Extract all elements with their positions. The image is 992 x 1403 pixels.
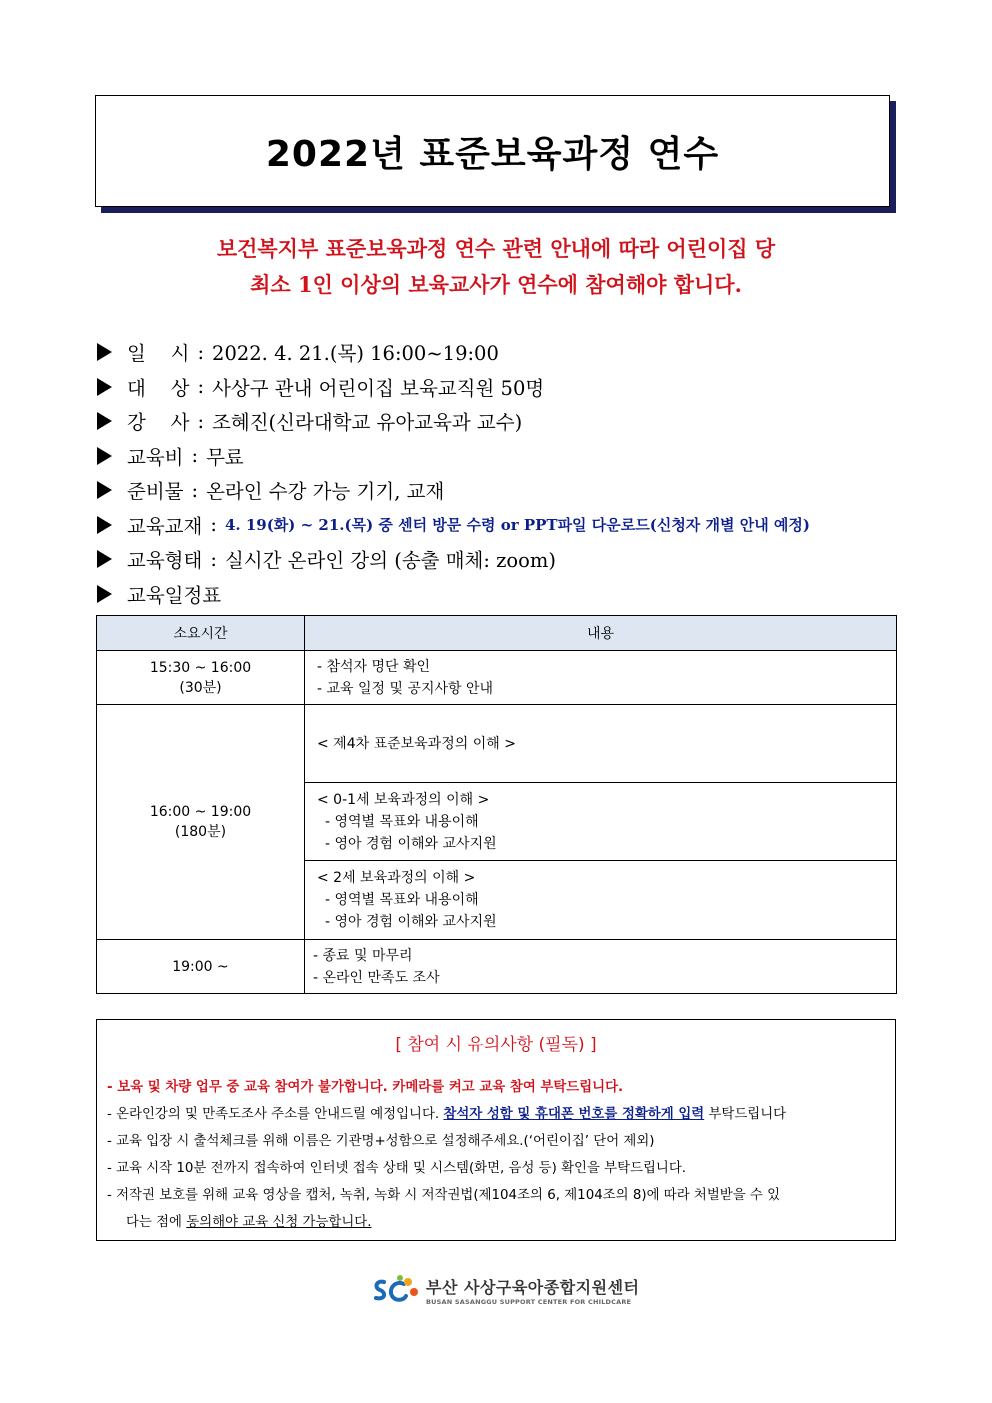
- notice-text: - 온라인강의 및 만족도조사 주소를 안내드릴 예정입니다.: [107, 1107, 444, 1122]
- center-name-en: BUSAN SASANGGU SUPPORT CENTER FOR CHILDCARE: [426, 1297, 632, 1306]
- info-item-supplies: [97, 473, 897, 508]
- info-item-instructor: [97, 404, 897, 439]
- time-duration: (180분): [174, 824, 227, 840]
- triangle-bullet-icon: [97, 550, 112, 568]
- triangle-bullet-icon: [97, 585, 112, 603]
- triangle-bullet-icon: [97, 516, 112, 534]
- content-cell: [305, 861, 897, 940]
- notice-heading: [ 참여 시 유의사항 (필독) ]: [395, 1035, 597, 1055]
- content-item: - 교육 일정 및 공지사항 안내: [317, 680, 494, 697]
- notice-line: - 보육 및 차량 업무 중 교육 참여가 불가합니다. 카메라를 켜고 교육 참여 부탁드립니다.: [107, 1080, 624, 1095]
- notice-line: [126, 1211, 371, 1230]
- table-row: [97, 651, 897, 705]
- info-separator: :: [210, 547, 217, 571]
- notice-line: - 교육 시작 10분 전까지 접속하여 인터넷 접속 상태 및 시스템(화면, 음성 등) 확인을 부탁드립니다.: [107, 1161, 687, 1176]
- table-header-row: [97, 616, 897, 651]
- info-label: 교육교재: [127, 514, 203, 538]
- content-item: - 영역별 목표와 내용이해: [325, 892, 479, 908]
- intro-line-1: 보건복지부 표준보육과정 연수 관련 안내에 따라 어린이집 당: [216, 236, 776, 261]
- info-separator: :: [197, 409, 205, 433]
- content-item: - 종료 및 마무리: [313, 947, 413, 964]
- footer-logo: [370, 1272, 640, 1308]
- content-item: - 온라인 만족도 조사: [313, 969, 440, 986]
- notice-box: [96, 1019, 896, 1241]
- center-name-kr: 부산 사상구육아종합지원센터: [426, 1277, 640, 1297]
- table-row: [97, 940, 897, 994]
- info-separator: :: [191, 444, 199, 468]
- page-title: 2022년 표준보육과정 연수: [265, 133, 720, 175]
- content-heading: < 0-1세 보육과정의 이해 >: [317, 791, 490, 808]
- content-cell: [305, 940, 897, 994]
- content-cell: [305, 705, 897, 783]
- info-item-date: [97, 335, 897, 370]
- sc-logo-icon: [370, 1274, 420, 1306]
- info-list: [97, 335, 897, 611]
- time-range: 19:00 ~: [172, 958, 229, 975]
- info-value: 4. 19(화) ~ 21.(목) 중 센터 방문 수령 or PPT파일 다운로드(신청자 개별 안내 예정): [224, 516, 810, 535]
- info-value: 온라인 수강 가능 기기, 교재: [206, 480, 445, 504]
- table-row: [97, 705, 897, 783]
- info-label: 대 상: [127, 376, 190, 400]
- info-item-target: [97, 370, 897, 405]
- info-value: 2022. 4. 21.(목) 16:00~19:00: [212, 342, 499, 366]
- notice-line: [107, 1103, 786, 1122]
- notice-line: - 교육 입장 시 출석체크를 위해 이름은 기관명+성함으로 설정해주세요.(‘어린이집’ 단어 제외): [107, 1134, 655, 1149]
- info-item-materials: [97, 508, 897, 543]
- content-item: - 영역별 목표와 내용이해: [325, 813, 479, 830]
- triangle-bullet-icon: [97, 447, 112, 465]
- notice-text: 부탁드립니다: [704, 1107, 787, 1122]
- content-cell: [305, 783, 897, 861]
- column-header-time: 소요시간: [97, 616, 305, 651]
- time-range: 15:30 ~ 16:00: [149, 659, 252, 676]
- triangle-bullet-icon: [97, 412, 112, 430]
- title-box: [95, 95, 890, 207]
- time-duration: (30분): [179, 679, 222, 696]
- triangle-bullet-icon: [97, 378, 112, 396]
- triangle-bullet-icon: [97, 343, 112, 361]
- info-label: 강 사: [127, 411, 190, 435]
- info-label: 준비물: [127, 480, 184, 504]
- content-item: - 참석자 명단 확인: [317, 658, 431, 675]
- notice-emphasis: 동의해야 교육 신청 가능합니다.: [186, 1215, 372, 1230]
- info-item-format: [97, 542, 897, 577]
- content-item: - 영아 경험 이해와 교사지원: [325, 914, 497, 930]
- content-heading: < 제4차 표준보육과정의 이해 >: [317, 735, 516, 752]
- info-item-fee: [97, 439, 897, 474]
- content-item: - 영아 경험 이해와 교사지원: [325, 835, 497, 852]
- notice-emphasis: 참석자 성함 및 휴대폰 번호를 정확하게 입력: [443, 1107, 705, 1122]
- notice-text: 다는 점에: [126, 1215, 187, 1230]
- time-cell: [97, 651, 305, 705]
- triangle-bullet-icon: [97, 481, 112, 499]
- info-separator: :: [197, 375, 205, 399]
- column-header-content: 내용: [305, 616, 897, 651]
- info-value: 무료: [206, 445, 244, 469]
- time-cell: [97, 705, 305, 940]
- footer-text: [426, 1275, 640, 1306]
- time-cell: [97, 940, 305, 994]
- info-label: 교육형태: [127, 549, 203, 573]
- info-label: 교육일정표: [127, 583, 222, 607]
- content-cell: [305, 651, 897, 705]
- info-separator: :: [191, 478, 199, 502]
- info-value: 실시간 온라인 강의 (송출 매체: zoom): [224, 549, 557, 573]
- intro-line-2: 최소 1인 이상의 보육교사가 연수에 참여해야 합니다.: [250, 272, 742, 297]
- content-heading: < 2세 보육과정의 이해 >: [317, 870, 476, 886]
- time-range: 16:00 ~ 19:00: [149, 804, 252, 820]
- info-item-schedule: [97, 577, 897, 612]
- info-value: 조혜진(신라대학교 유아교육과 교수): [212, 411, 523, 435]
- notice-line: - 저작권 보호를 위해 교육 영상을 캡처, 녹취, 녹화 시 저작권법(제104조의 6, 제104조의 8)에 따라 처벌받을 수 있: [107, 1188, 781, 1203]
- info-label: 일 시: [127, 342, 190, 366]
- info-value: 사상구 관내 어린이집 보육교직원 50명: [212, 376, 545, 400]
- info-separator: :: [197, 340, 205, 364]
- info-label: 교육비: [127, 445, 184, 469]
- schedule-table: [96, 615, 897, 994]
- info-separator: :: [210, 513, 217, 537]
